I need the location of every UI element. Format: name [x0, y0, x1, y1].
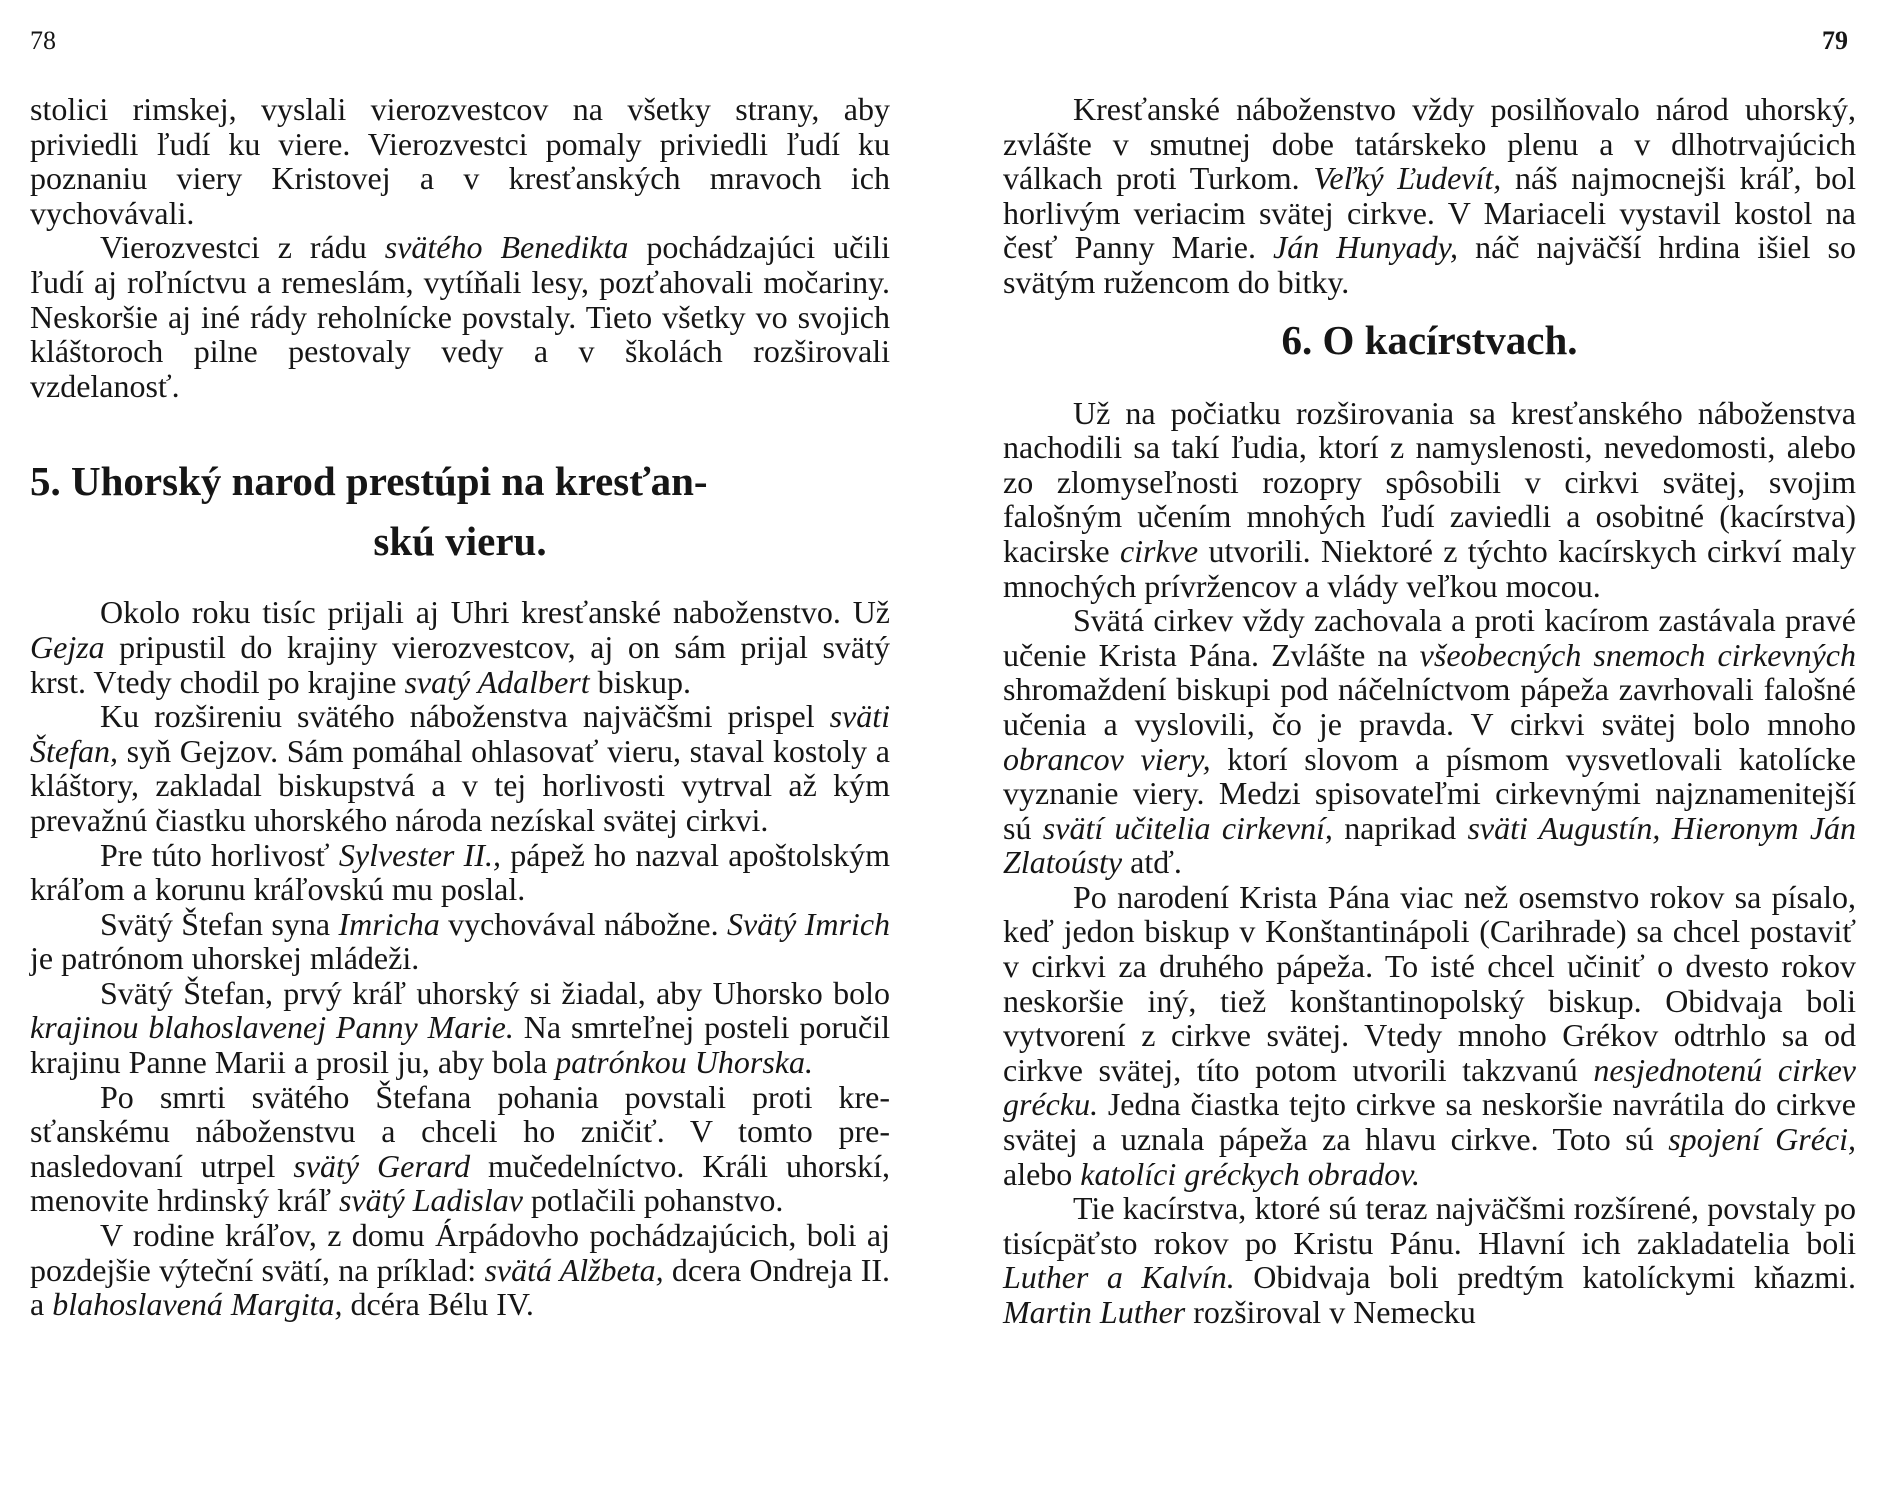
paragraph — [30, 976, 890, 1080]
italic-term: svätého Benedikta — [384, 229, 629, 266]
text-run: Obidvaja boli predtým katolíckymi kňazmi. — [1234, 1259, 1857, 1296]
italic-term: Gejza — [30, 628, 105, 665]
text-run: mučedelníctvo. Králi uhorskí, menovite hrdinský kráľ — [30, 1147, 891, 1219]
text-run: vychovával nábožne. — [439, 905, 728, 942]
text-run: dcéra Bélu IV. — [342, 1286, 534, 1323]
italic-term: Svätý Imrich — [727, 905, 891, 942]
text-run: ktorí slovom a písmom vysvetlovali katolícke vyznanie viery. Medzi spisovateľmi cirkevnými najznamenitejší sú — [1003, 740, 1857, 846]
page-left-column — [30, 92, 890, 1322]
italic-term: Martin Luther — [1003, 1294, 1186, 1330]
text-run: pápež ho nazval apoštolským kráľom a korunu kráľovskú mu poslal. — [30, 836, 891, 908]
paragraph — [1003, 880, 1856, 1191]
italic-term: Ján Hunyady, — [1273, 229, 1459, 266]
text-run: stolici rimskej, vyslali vierozvestcov na všetky strany, aby priviedli ľudí ku viere. Vierozvestci pomaly priviedli ľudí ku poznaniu viery Kristovej a v kresťanských mravoch ich vychovávali. — [30, 91, 890, 231]
right-intro-paragraphs — [1003, 92, 1856, 300]
italic-term: všeobecných snemoch cirkevných — [1419, 636, 1857, 673]
text-run: Už na počiatku rozširovania sa kresťanského náboženstva nachodili sa takí ľudia, ktorí z namyslenosti, nevedomosti, alebo zo zlomyseľnosti rozopry spôsobili v cirkvi svätej, svojim falošným učením mnohých ľudí zaviedli a osobitné (kacírstva) kacirske — [1003, 394, 1856, 569]
text-run: Okolo roku tisíc prijali aj Uhri kresťanské naboženstvo. Už — [100, 594, 890, 631]
text-run: Svätý Štefan syna — [100, 905, 339, 942]
italic-term: svätý Ladislav — [338, 1182, 523, 1219]
left-intro-paragraphs — [30, 92, 890, 403]
italic-term: sväti Štefan, — [30, 698, 890, 769]
text-run: Svätý Štefan, prvý kráľ uhorský si žiadal, aby Uhorsko bolo — [100, 974, 890, 1011]
text-run: Svätá cirkev vždy zachovala a proti kacírom zastávala pravé učenie Krista Pána. Zvlášte na — [1003, 602, 1856, 673]
text-run: alebo — [1003, 1155, 1081, 1192]
text-run: Vierozvestci z rádu — [100, 229, 385, 266]
paragraph — [1003, 1191, 1856, 1329]
italic-term: obrancov viery, — [1003, 740, 1211, 777]
chapter-heading-6: 6. O kacírstvach. — [1281, 316, 1578, 363]
paragraph — [1003, 603, 1856, 880]
italic-term: nesjednotenú cirkev grécku. — [1003, 1051, 1857, 1123]
paragraph — [30, 838, 890, 907]
text-run: Po narodení Krista Pána viac než osemstvo rokov sa písalo, keď jedon biskup v Konštantinápoli (Carihrade) sa chcel postaviť v cirkvi za druhého pápeža. To isté chcel učiniť o dvesto rokov neskoršie iný, tiež konštantinopolský biskup. Obidvaja boli vytvorení z cirkve svätej. Vtedy mnoho Grékov odtrhlo sa od cirkve svätej, títo potom utvorili takzvanú — [1003, 878, 1856, 1088]
text-run: Jedna čiastka tejto cirkve sa neskoršie navrátila do cirkve svätej a uznala pápeža za hlavu cirkve. Toto sú — [1003, 1086, 1856, 1158]
chapter-heading-5-line1: 5. Uhorský narod prestúpi na kresťan- — [30, 458, 708, 505]
text-run: naprikad — [1332, 809, 1468, 846]
text-run: Pre túto horlivosť — [100, 836, 339, 873]
page-right-column — [1003, 92, 1856, 1330]
italic-term: svätí učitelia cirkevní, — [1042, 809, 1333, 846]
paragraph — [1003, 396, 1856, 604]
text-run: je patrónom uhorskej mládeži. — [30, 940, 420, 977]
italic-term: sväti Augustín, Hieronym Ján Zlatoústy — [1003, 809, 1857, 881]
chapter-heading-5-line2: skú vieru. — [373, 518, 547, 565]
text-run: biskup. — [589, 663, 691, 700]
italic-term: spojení Gréci, — [1668, 1121, 1857, 1158]
text-run: utvorili. Niektoré z týchto kacírskych cirkví maly mnochých prívržencov a vlády veľkou mocou. — [1003, 532, 1857, 604]
chapter-5-paragraphs — [30, 595, 890, 1321]
text-run: Kresťanské náboženstvo vždy posilňovalo národ uhorský, zvlášte v smutnej dobe tatárskeko plenu a v dlhotrvajúcich válkach proti Turkom. — [1003, 91, 1856, 197]
text-run: náč najväčší hrdina išiel so svätým ružencom do bitky. — [1003, 229, 1857, 300]
text-run: shromaždení biskupi pod náčelníctvom pápeža zavrhovali falošné učenia a vyslovili, čo je pravda. V cirkvi svätej bolo mnoho — [1003, 671, 1856, 742]
italic-term: svätý Gerard — [293, 1147, 471, 1184]
paragraph — [30, 1080, 890, 1218]
text-run: pripustil do krajiny vierozvestcov, aj on sám prijal svätý krst. Vtedy chodil po krajine — [30, 628, 890, 700]
paragraph — [30, 907, 890, 976]
italic-term: Luther a Kalvín. — [1003, 1259, 1235, 1296]
text-run: V rodine kráľov, z domu Árpádovho pochádzajúcich, boli aj pozdejšie výteční svätí, na príklad: — [30, 1217, 890, 1288]
paragraph — [30, 1218, 890, 1322]
text-run: syň Gejzov. Sám pomáhal ohlasovať vieru, staval kostoly a kláštory, zakladal biskupstvá a v tej horlivosti vytrval až kým prevažnú čiastku uhorského národa nezískal svätej cirkvi. — [30, 732, 890, 838]
page-number-left: 78 — [30, 26, 56, 55]
text-run: atď. — [1122, 844, 1182, 881]
paragraph — [30, 699, 890, 837]
paragraph — [30, 595, 890, 699]
italic-term: krajinou blahoslavenej Panny Marie. — [30, 1009, 514, 1046]
text-run: Tie kacírstva, ktoré sú teraz najväčšmi rozšírené, povstaly po tisícpäťsto rokov po Kristu Pánu. Hlavní ich zakladatelia boli — [1003, 1190, 1856, 1261]
chapter-heading-5 — [30, 451, 890, 571]
italic-term: Veľký Ľudevít, — [1313, 160, 1502, 197]
italic-term: cirkve — [1119, 532, 1199, 569]
paragraph — [1003, 92, 1856, 300]
text-run: pochádzajúci učili ľudí aj roľníctvu a remeslám, vytíňali lesy, pozťahovali močariny. Neskoršie aj iné rády reholnícke povstaly. Tieto všetky vo svojich kláštoroch pilne pestovaly vedy a v školách rozširovali vzdelanosť. — [30, 229, 891, 404]
italic-term: katolíci gréckych obradov. — [1080, 1155, 1421, 1192]
text-run: náš najmocnejši kráľ, bol horlivým veriacim svätej cirkve. V Mariaceli vystavil kostol na česť Panny Marie. — [1003, 160, 1857, 266]
text-run: Po smrti svätého Štefana pohania povstali proti kresťanskému náboženstvu a chceli ho zničiť. V tomto prenasledovaní utrpel — [30, 1078, 890, 1184]
text-run: Ku rozšireniu svätého náboženstva najväčšmi prispel — [100, 698, 830, 735]
text-run: potlačili pohanstvo. — [522, 1182, 784, 1219]
italic-term: svatý Adalbert — [404, 663, 590, 700]
italic-term: Imricha — [338, 905, 440, 942]
italic-term: patrónkou Uhorska. — [555, 1044, 813, 1081]
text-run: rozširoval v Nemecku — [1185, 1294, 1476, 1330]
text-run: Na smrteľnej posteli poručil krajinu Panne Marii a prosil ju, aby bola — [30, 1009, 891, 1081]
italic-term: Sylvester II., — [338, 836, 501, 873]
paragraph — [30, 92, 890, 230]
text-run: dcera Ondreja II. a — [30, 1251, 891, 1323]
page-number-right: 79 — [1822, 26, 1848, 55]
italic-term: svätá Alžbeta, — [484, 1251, 664, 1288]
chapter-6-paragraphs — [1003, 396, 1856, 1330]
italic-term: blahoslavená Margita, — [52, 1286, 343, 1323]
paragraph — [30, 230, 890, 403]
